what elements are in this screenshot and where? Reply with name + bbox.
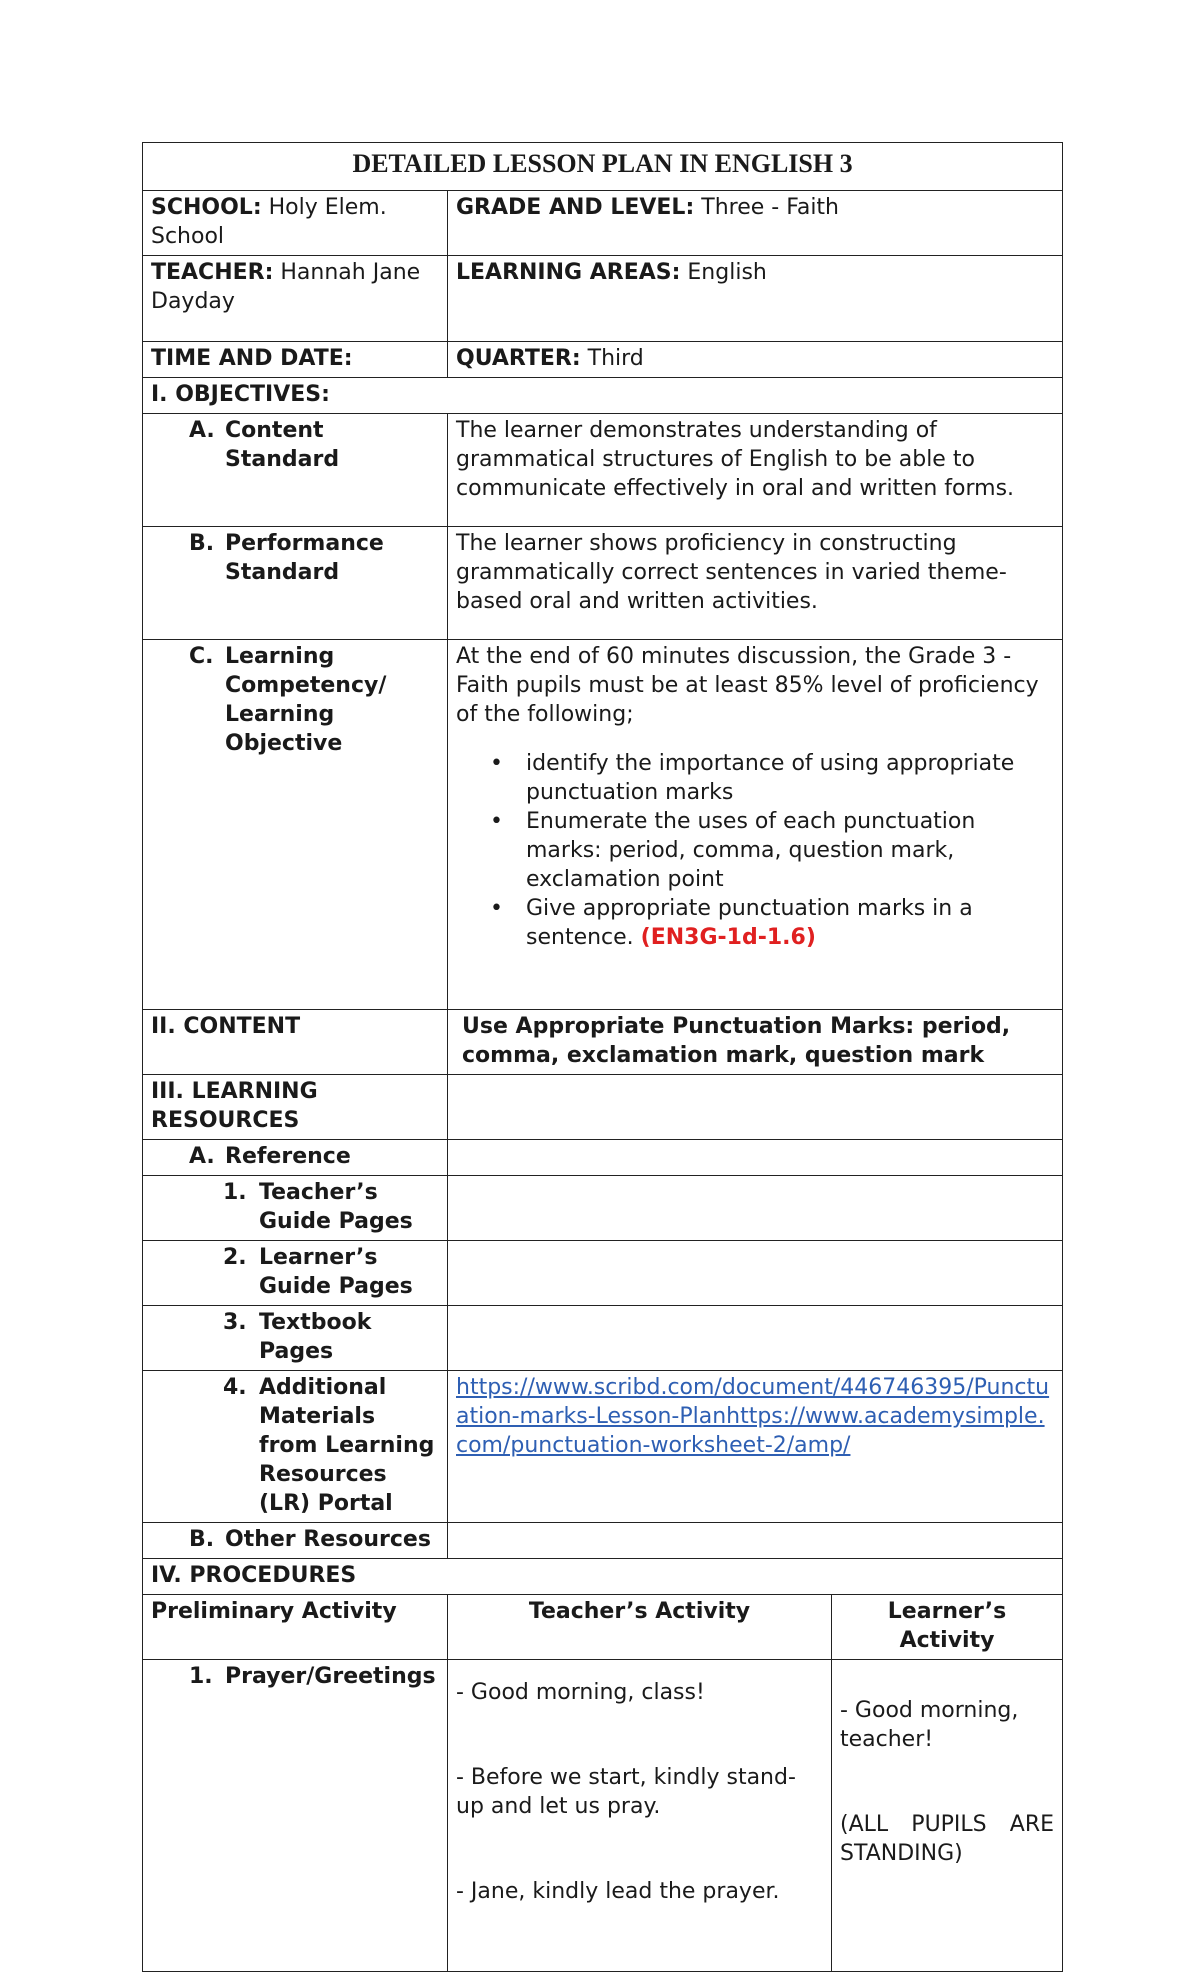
- document-title: DETAILED LESSON PLAN IN ENGLISH 3: [143, 143, 1063, 191]
- competency-intro: At the end of 60 minutes discussion, the Grade 3 - Faith pupils must be at least 85% level of proficiency of the following;: [456, 644, 1039, 727]
- performance-standard-row: [143, 527, 1063, 640]
- empty-cell: [448, 1075, 1063, 1140]
- school-cell: [143, 191, 448, 256]
- quarter-cell: [448, 342, 1063, 378]
- resource-number: 1.: [223, 1180, 247, 1205]
- school-row: [143, 191, 1063, 256]
- objectives-heading: I. OBJECTIVES:: [143, 378, 1063, 414]
- other-resources-label: Other Resources: [225, 1527, 431, 1552]
- resource-row: [143, 1241, 1063, 1306]
- teacher-activity-cell: [448, 1660, 832, 1972]
- learner-line: - Good morning, teacher!: [840, 1698, 1019, 1752]
- areas-value: English: [687, 260, 767, 285]
- performance-standard-label-cell: [143, 527, 448, 640]
- resource-label-cell: [143, 1176, 448, 1241]
- time-row: [143, 342, 1063, 378]
- resource-label: Learner’s Guide Pages: [259, 1245, 413, 1299]
- areas-label: LEARNING AREAS:: [456, 260, 681, 285]
- objective-item: • Enumerate the uses of each punctuation marks: period, comma, question mark, exclamation point: [526, 807, 1054, 894]
- title-row: [143, 143, 1063, 191]
- prayer-label-cell: [143, 1660, 448, 1972]
- resource-row: [143, 1176, 1063, 1241]
- teacher-line: - Jane, kindly lead the prayer.: [456, 1879, 780, 1904]
- reference-letter: A.: [189, 1144, 215, 1169]
- resource-label: Teacher’s Guide Pages: [259, 1180, 413, 1234]
- resource-row: [143, 1371, 1063, 1523]
- content-row: [143, 1010, 1063, 1075]
- resource-label-cell: [143, 1241, 448, 1306]
- empty-cell: [448, 1306, 1063, 1371]
- reference-label: Reference: [225, 1144, 351, 1169]
- content-standard-text: The learner demonstrates understanding of grammatical structures of English to be able to communicate effectively in oral and written forms.: [448, 414, 1063, 527]
- lesson-plan-document: [142, 142, 1062, 1972]
- grade-cell: [448, 191, 1063, 256]
- procedures-columns-row: [143, 1595, 1063, 1660]
- school-value: Holy Elem. School: [151, 195, 387, 249]
- content-standard-letter: A.: [189, 418, 215, 443]
- areas-cell: [448, 256, 1063, 342]
- resource-row: [143, 1306, 1063, 1371]
- quarter-label: QUARTER:: [456, 346, 581, 371]
- empty-cell: [448, 1176, 1063, 1241]
- step-number: 1.: [189, 1664, 213, 1689]
- competency-code: (EN3G-1d-1.6): [640, 925, 816, 950]
- procedures-heading: IV. PROCEDURES: [143, 1559, 1063, 1595]
- lesson-plan-table: [142, 142, 1063, 1972]
- reference-label-cell: [143, 1140, 448, 1176]
- resource-link-cell: [448, 1371, 1063, 1523]
- competency-label: Learning Competency/ Learning Objective: [225, 644, 387, 756]
- objective-item: [526, 894, 1054, 952]
- other-resources-letter: B.: [189, 1527, 215, 1552]
- content-heading: II. CONTENT: [143, 1010, 448, 1075]
- time-cell: [143, 342, 448, 378]
- learner-activity-cell: [832, 1660, 1063, 1972]
- procedures-heading-row: [143, 1559, 1063, 1595]
- quarter-value: Third: [587, 346, 644, 371]
- grade-label: GRADE AND LEVEL:: [456, 195, 695, 220]
- teacher-value: Hannah Jane Dayday: [151, 260, 421, 314]
- column-header-learner: Learner’s Activity: [832, 1595, 1063, 1660]
- resource-label: Additional Materials from Learning Resources (LR) Portal: [259, 1375, 435, 1516]
- content-standard-label: Content Standard: [225, 418, 340, 472]
- objectives-heading-row: [143, 378, 1063, 414]
- resource-number: 2.: [223, 1245, 247, 1270]
- competency-row: [143, 640, 1063, 1010]
- other-resources-row: [143, 1523, 1063, 1559]
- teacher-line: - Good morning, class!: [456, 1680, 705, 1705]
- resource-number: 4.: [223, 1375, 247, 1400]
- resource-number: 3.: [223, 1310, 247, 1335]
- performance-standard-text: The learner shows proficiency in constructing grammatically correct sentences in varied theme-based oral and written activities.: [448, 527, 1063, 640]
- resource-label: Textbook Pages: [259, 1310, 372, 1364]
- teacher-cell: [143, 256, 448, 342]
- empty-cell: [448, 1523, 1063, 1559]
- reference-row: [143, 1140, 1063, 1176]
- resource-label-cell: [143, 1371, 448, 1523]
- performance-standard-label: Performance Standard: [225, 531, 384, 585]
- column-header-preliminary: Preliminary Activity: [143, 1595, 448, 1660]
- competency-text-cell: [448, 640, 1063, 1010]
- teacher-label: TEACHER:: [151, 260, 274, 285]
- time-label: TIME AND DATE:: [151, 346, 353, 371]
- content-standard-label-cell: [143, 414, 448, 527]
- resources-heading: III. LEARNING RESOURCES: [143, 1075, 448, 1140]
- content-standard-row: [143, 414, 1063, 527]
- resources-heading-row: [143, 1075, 1063, 1140]
- grade-value: Three - Faith: [701, 195, 840, 220]
- content-text: Use Appropriate Punctuation Marks: period, comma, exclamation mark, question mark: [448, 1010, 1063, 1075]
- competency-letter: C.: [189, 644, 214, 669]
- resource-link[interactable]: https://www.scribd.com/document/446746395/Punctuation-marks-Lesson-Planhttps://www.academysimple.com/punctuation-worksheet-2/amp/: [456, 1375, 1050, 1458]
- resource-label-cell: [143, 1306, 448, 1371]
- empty-cell: [448, 1241, 1063, 1306]
- school-label: SCHOOL:: [151, 195, 262, 220]
- column-header-teacher: Teacher’s Activity: [448, 1595, 832, 1660]
- objective-item: • identify the importance of using appropriate punctuation marks: [526, 749, 1054, 807]
- step-label: Prayer/Greetings: [225, 1664, 436, 1689]
- performance-standard-letter: B.: [189, 531, 215, 556]
- prayer-row: [143, 1660, 1063, 1972]
- other-resources-label-cell: [143, 1523, 448, 1559]
- empty-cell: [448, 1140, 1063, 1176]
- teacher-line: - Before we start, kindly stand-up and let us pray.: [456, 1765, 796, 1819]
- learner-line: (ALL PUPILS ARE STANDING): [840, 1812, 1055, 1866]
- objectives-list: [456, 749, 1054, 952]
- objective-item-text: Give appropriate punctuation marks in a sentence.: [526, 896, 973, 950]
- teacher-row: [143, 256, 1063, 342]
- competency-label-cell: [143, 640, 448, 1010]
